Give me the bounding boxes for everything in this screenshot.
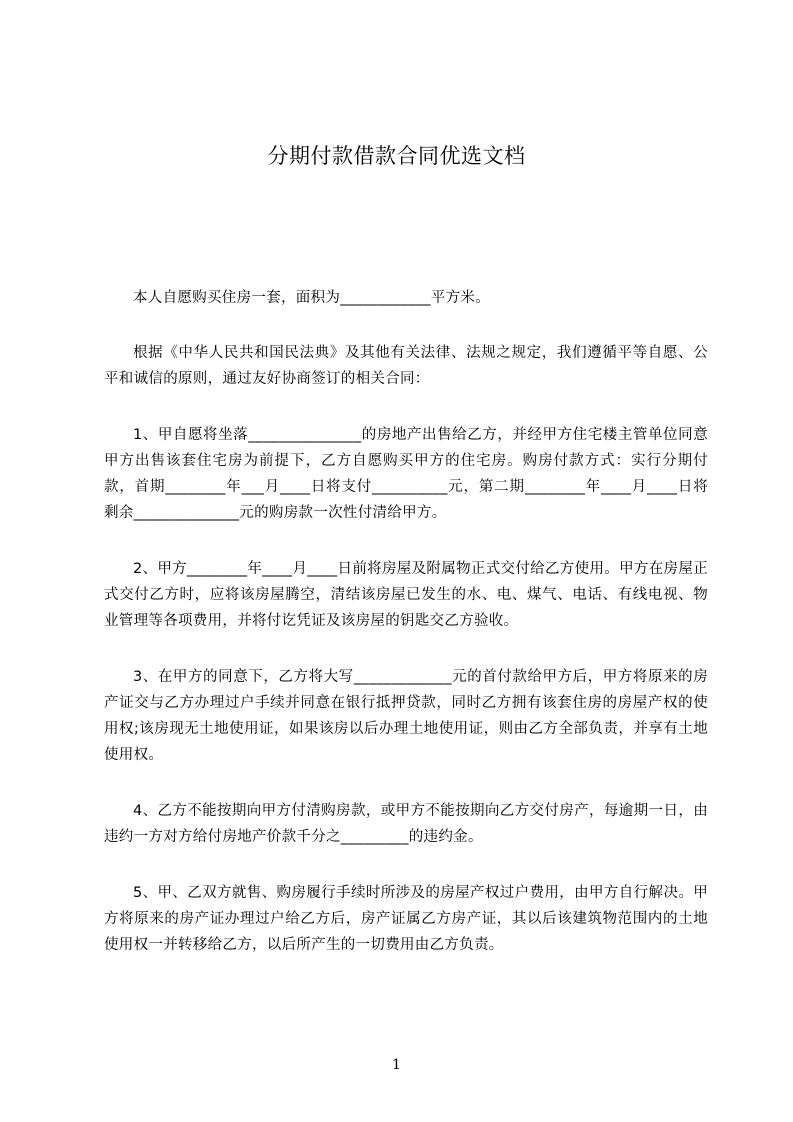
paragraph-clause-4: 4、乙方不能按期向甲方付清购房款，或甲方不能按期向乙方交付房产，每逾期一日，由违约一方对方给付房地产价款千分之_________的违约金。 [104, 803, 708, 845]
document-title: 分期付款借款合同优选文档 [267, 144, 526, 168]
paragraph-clause-5: 5、甲、乙双方就售、购房履行手续时所涉及的房屋产权过户费用，由甲方自行解决。甲方将原来的房产证办理过户给乙方后，房产证属乙方房产证，其以后该建筑物范围内的土地使用权一并转移给乙方，以后所产生的一切费用由乙方负责。 [104, 885, 708, 953]
page-number: 1 [392, 1057, 401, 1073]
paragraph-intro: 本人自愿购买住房一套，面积为____________平方米。 [133, 290, 490, 306]
paragraph-preamble: 根据《中华人民共和国民法典》及其他有关法律、法规之规定，我们遵循平等自愿、公平和诚信的原则，通过友好协商签订的相关合同： [104, 345, 708, 387]
paragraph-clause-2: 2、甲方________年____月____日前将房屋及附属物正式交付给乙方使用。甲方在房屋正式交付乙方时，应将该房屋腾空，清结该房屋已发生的水、电、煤气、电话、有线电视、物业管理等各项费用，并将付讫凭证及该房屋的钥匙交乙方验收。 [104, 561, 708, 629]
paragraph-clause-3: 3、在甲方的同意下，乙方将大写_____________元的首付款给甲方后，甲方将原来的房产证交与乙方办理过户手续并同意在银行抵押贷款，同时乙方拥有该套住房的房屋产权的使用权;该房现无土地使用证，如果该房以后办理土地使用证，则由乙方全部负责，并享有土地使用权。 [104, 669, 708, 763]
document-body [104, 285, 708, 988]
paragraph-clause-1: 1、甲自愿将坐落_______________的房地产出售给乙方，并经甲方住宅楼主管单位同意甲方出售该套住宅房为前提下，乙方自愿购买甲方的住宅房。购房付款方式：实行分期付款，首期________年___月____日将支付__________元，第二期________年____月____日将剩余______________元的购房款一次性付清给甲方。 [104, 427, 708, 521]
